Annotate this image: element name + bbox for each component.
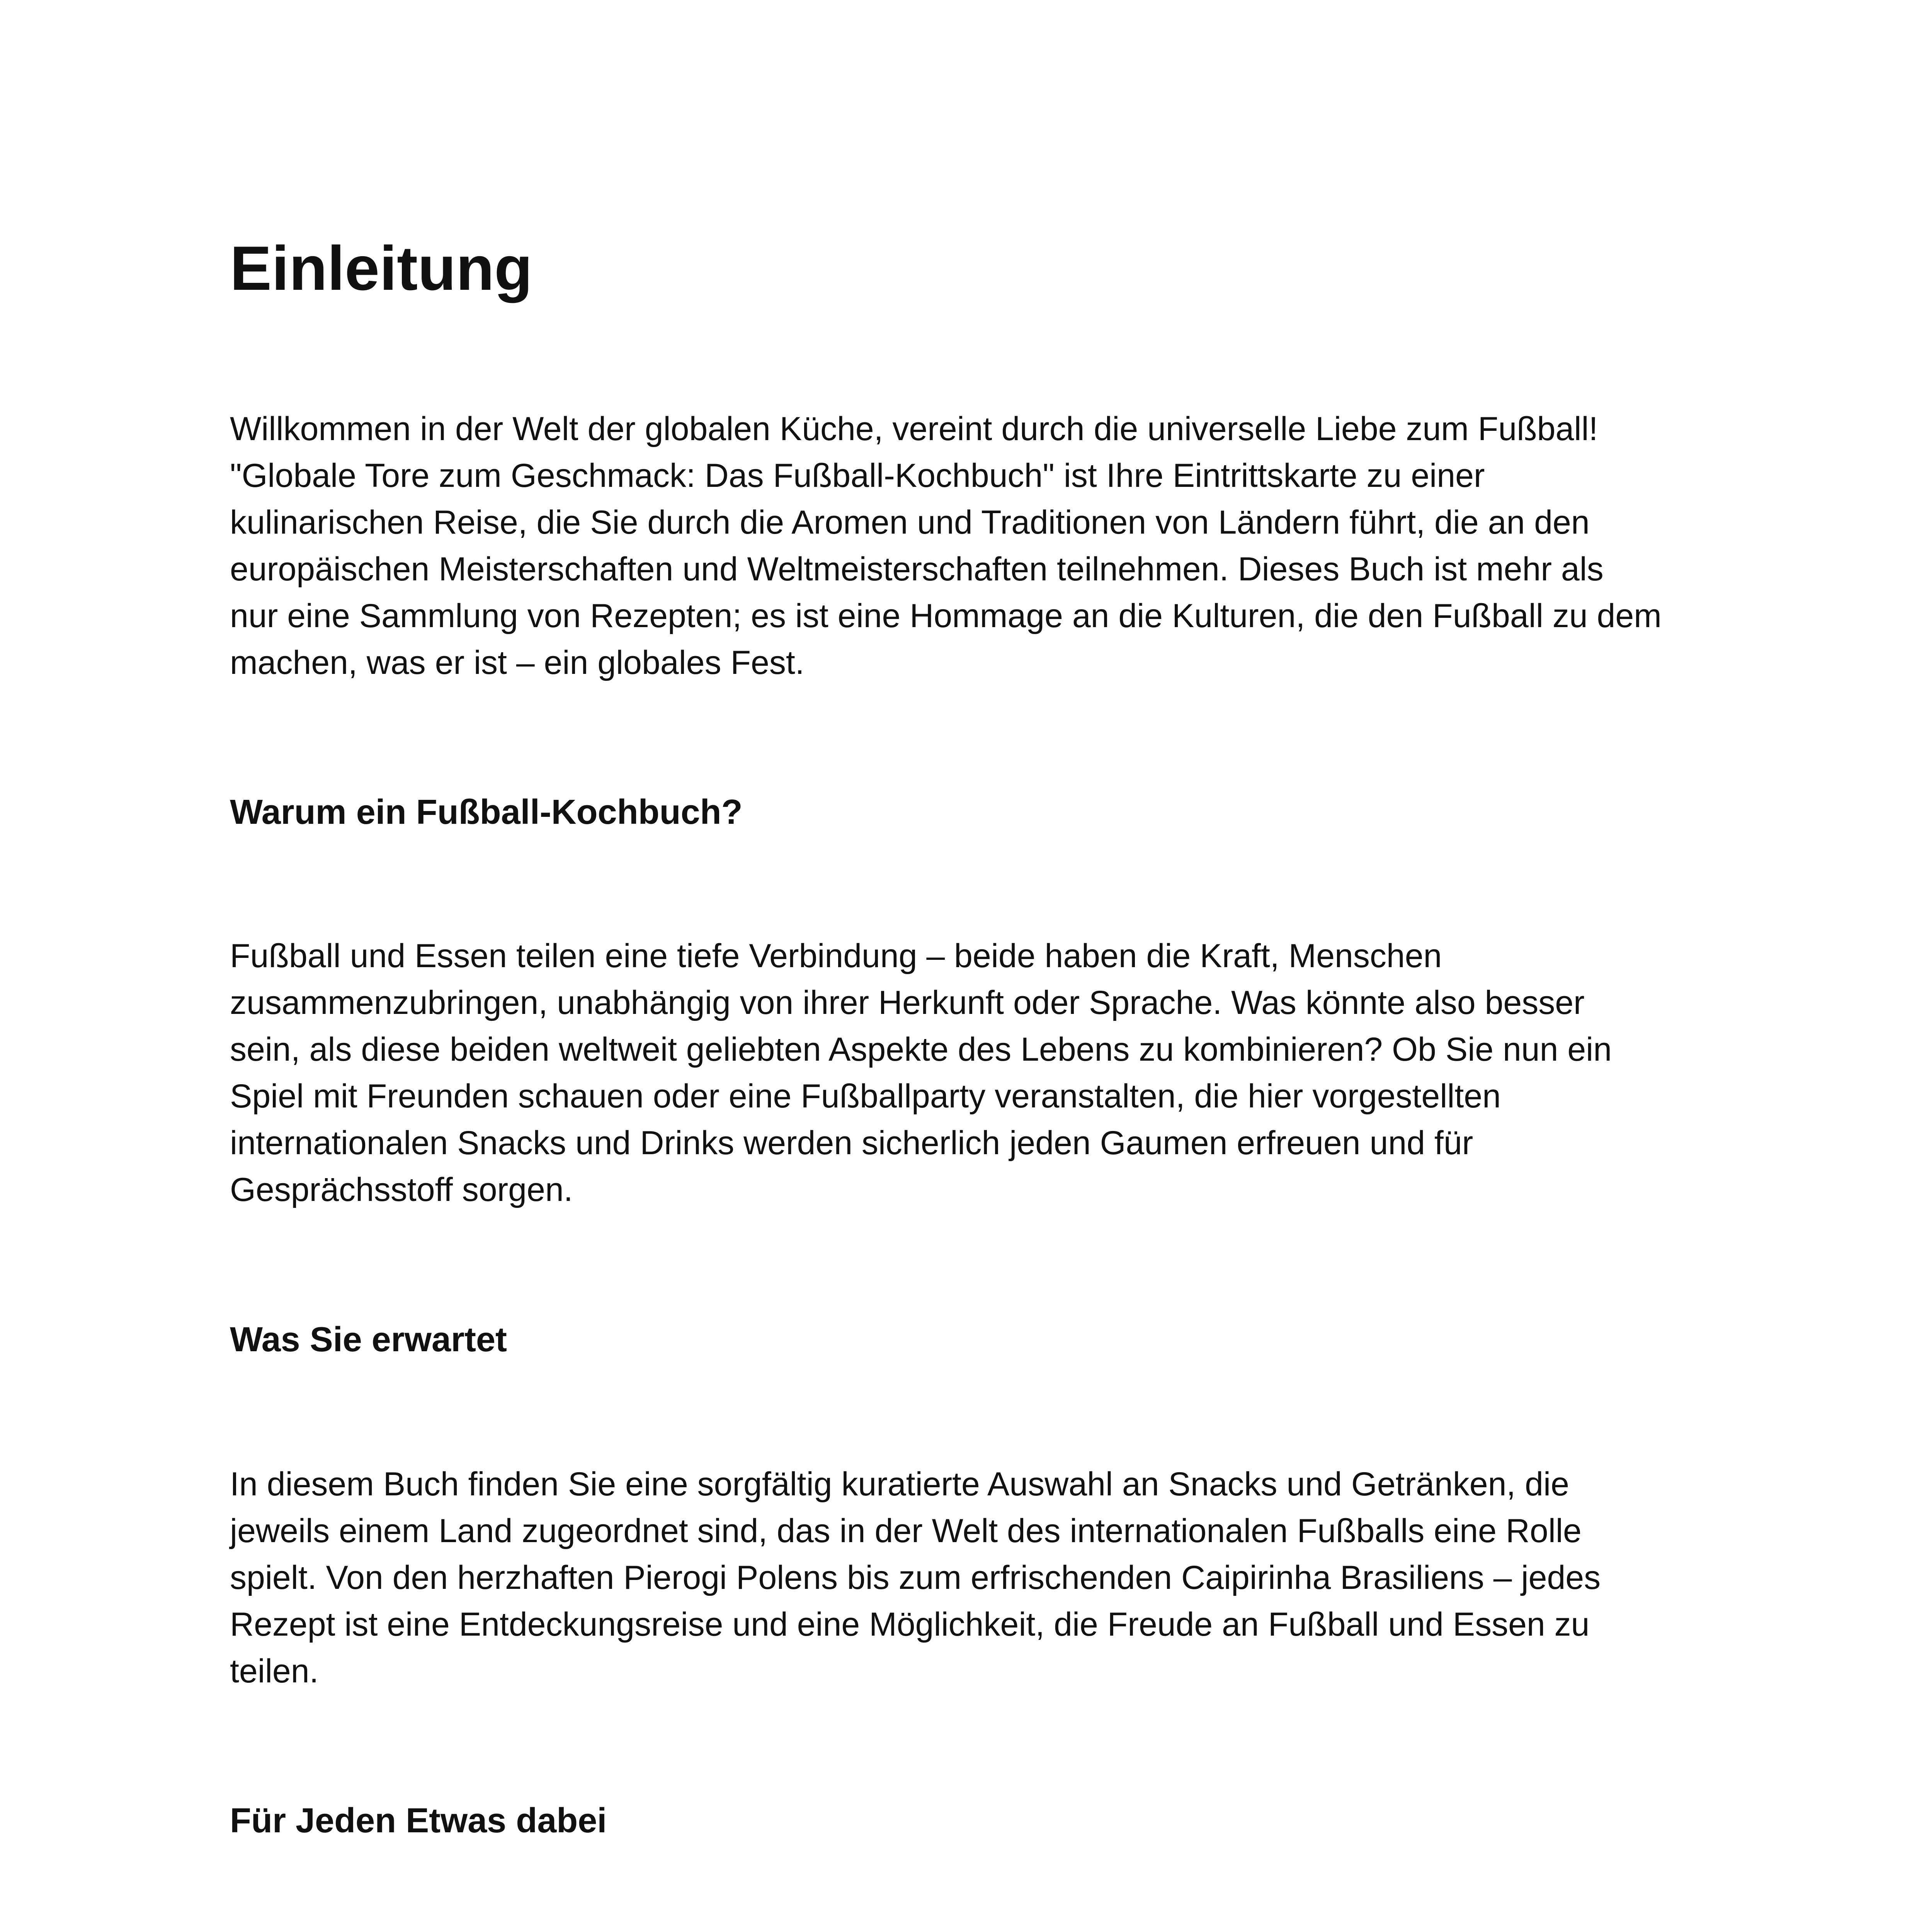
intro-paragraph: Willkommen in der Welt der globalen Küche, vereint durch die universelle Liebe zum Fußball! "Globale Tore zum Geschmack: Das Fußball-Kochbuch" ist Ihre Eintrittskarte zu einer kulinarischen Reise, die Sie durch die Aromen und Traditionen von Ländern führt, die an den europäischen Meisterschaften und Weltmeisterschaften teilnehmen. Dieses Buch ist mehr als nur eine Sammlung von Rezepten; es ist eine Hommage an die Kulturen, die den Fußball zu dem machen, was er ist – ein globales Fest. [230, 410, 1662, 681]
section-heading-warum: Warum ein Fußball-Kochbuch? [230, 793, 743, 832]
page-title: Einleitung [230, 233, 532, 303]
section-paragraph-warum: Fußball und Essen teilen eine tiefe Verbindung – beide haben die Kraft, Menschen zusammenzubringen, unabhängig von ihrer Herkunft oder Sprache. Was könnte also besser sein, als diese beiden weltweit geliebten Aspekte des Lebens zu kombinieren? Ob Sie nun ein Spiel mit Freunden schauen oder eine Fußballparty veranstalten, die hier vorgestellten internationalen Snacks und Drinks werden sicherlich jeden Gaumen erfreuen und für Gesprächsstoff sorgen. [230, 937, 1612, 1208]
section-heading-fuer-jeden: Für Jeden Etwas dabei [230, 1801, 607, 1840]
section-paragraph-erwartet: In diesem Buch finden Sie eine sorgfältig kuratierte Auswahl an Snacks und Getränken, die jeweils einem Land zugeordnet sind, das in der Welt des internationalen Fußballs eine Rolle spielt. Von den herzhaften Pierogi Polens bis zum erfrischenden Caipirinha Brasiliens – jedes Rezept ist eine Entdeckungsreise und eine Möglichkeit, die Freude an Fußball und Essen zu teilen. [230, 1466, 1601, 1690]
section-heading-erwartet: Was Sie erwartet [230, 1320, 507, 1359]
